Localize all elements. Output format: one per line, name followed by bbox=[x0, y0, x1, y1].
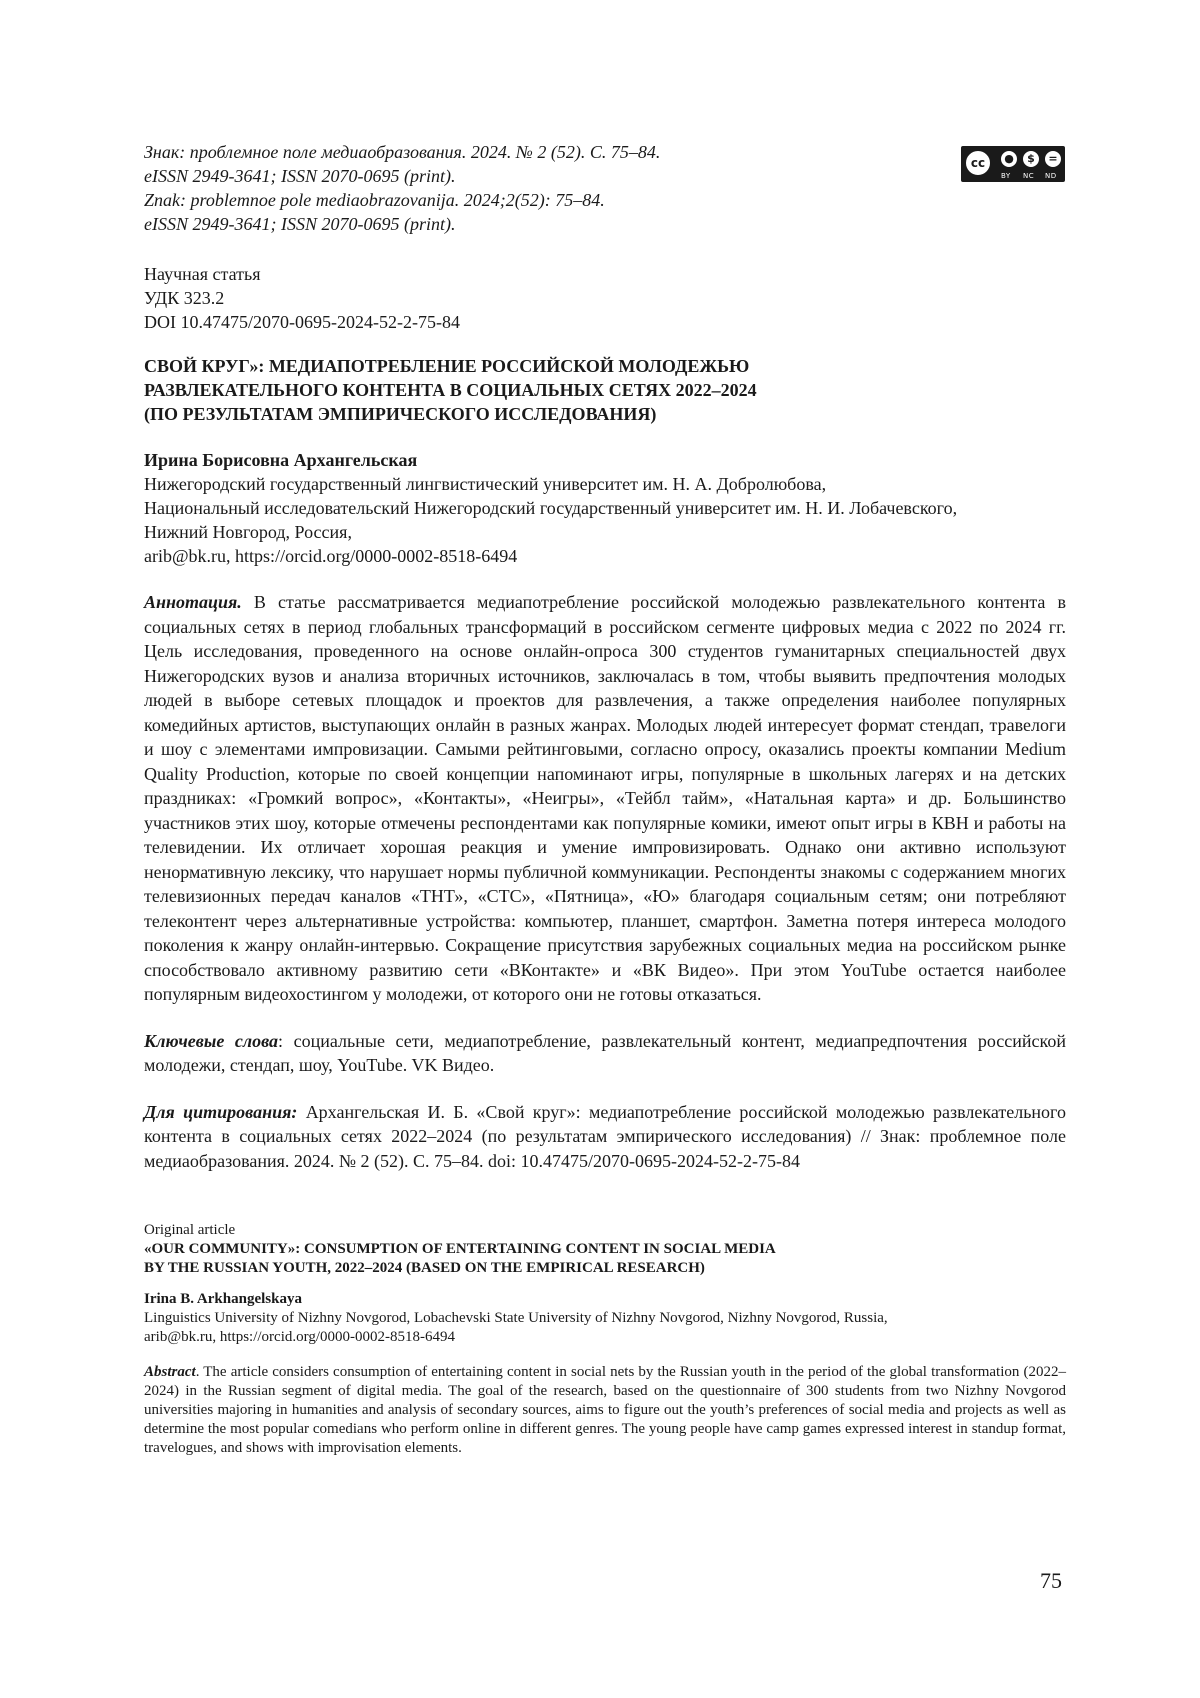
cc-icon: cc bbox=[964, 149, 992, 177]
en-author-name: Irina B. Arkhangelskaya bbox=[144, 1291, 302, 1307]
title-line: (ПО РЕЗУЛЬТАТАМ ЭМПИРИЧЕСКОГО ИССЛЕДОВАНИЯ) bbox=[144, 404, 657, 424]
attribution-icon: ● bbox=[999, 149, 1019, 169]
journal-citation-translit: Znak: problemnoe pole mediaobrazovanija. 2024;2(52): 75–84. bbox=[144, 190, 605, 210]
article-page bbox=[144, 140, 1066, 1458]
abstract-text: В статье рассматривается медиапотребление российской молодежью развлекательного контента в социальных сетях в период глобальных трансформаций в российском сегменте цифровых медиа с 2022 по 2024 гг. Цель исследования, проведенного на основе онлайн-опроса 300 студентов гуманитарных специальностей двух Нижегородских вузов и анализа вторичных источников, заключалась в том, чтобы выявить предпочтения молодых людей в выборе сетевых площадок и проектов для развлечения, а также определения наиболее популярных комедийных артистов, выступающих онлайн в разных жанрах. Молодых людей интересует формат стендап, травелоги и шоу с элементами импровизации. Самыми рейтинговыми, согласно опросу, оказались проекты компании Medium Quality Production, которые по своей концепции напоминают игры, популярные в школьных лагерях и на детских праздниках: «Громкий вопрос», «Контакты», «Неигры», «Тейбл тайм», «Натальная карта» и др. Большинство участников этих шоу, которые отмечены респондентами как популярные комики, имеют опыт игры в КВН и работы на телевидении. Их отличает хорошая реакция и умение импровизировать. Однако они активно используют ненормативную лексику, что нарушает нормы публичной коммуникации. Респонденты знакомы с содержанием многих телевизионных передач каналов «ТНТ», «СТС», «Пятница», «Ю» благодаря социальным сетям; они потребляют телеконтент через альтернативные устройства: компьютер, планшет, смартфон. Заметна потеря интереса молодого поколения к жанру онлайн-интервью. Сокращение присутствия зарубежных социальных медиа на российском рынке способствовало активному развитию сети «ВКонтакте» и «ВК Видео». При этом YouTube остается наиболее популярным видеохостингом у молодежи, от которого они не готовы отказаться. bbox=[144, 592, 1067, 1004]
journal-issn-translit: eISSN 2949-3641; ISSN 2070-0695 (print). bbox=[144, 214, 456, 234]
abstract-ru bbox=[144, 590, 1066, 1007]
udk-code: УДК 323.2 bbox=[144, 288, 225, 308]
en-contact: arib@bk.ru, https://orcid.org/0000-0002-8518-6494 bbox=[144, 1329, 456, 1345]
en-abstract-label: Abstract bbox=[144, 1364, 196, 1380]
license-by-label: BY bbox=[1001, 172, 1011, 180]
title-line: СВОЙ КРУГ»: МЕДИАПОТРЕБЛЕНИЕ РОССИЙСКОЙ МОЛОДЕЖЬЮ bbox=[144, 356, 750, 376]
author-affiliation bbox=[144, 472, 1066, 568]
article-meta bbox=[144, 262, 1066, 334]
citation-text: Архангельская И. Б. «Свой круг»: медиапотребление российской молодежью развлекательного контента в социальных сетях 2022–2024 (по результатам эмпирического исследования) // Знак: проблемное поле медиаобразования. 2024. № 2 (52). С. 75–84. doi: 10.47475/2070-0695-2024-52-2-75-84 bbox=[144, 1101, 1066, 1171]
english-section bbox=[144, 1221, 1066, 1458]
keywords-text: : социальные сети, медиапотребление, развлекательный контент, медиапредпочтения российской молодежи, стендап, шоу, YouTube. VK Видео. bbox=[144, 1030, 1066, 1075]
citation-ru bbox=[144, 1100, 1066, 1174]
affiliation-line: Нижний Новгород, Россия, bbox=[144, 522, 352, 542]
noncommercial-icon: $ bbox=[1021, 149, 1041, 169]
journal-header bbox=[144, 140, 1066, 236]
en-abstract bbox=[144, 1363, 1066, 1458]
title-line: РАЗВЛЕКАТЕЛЬНОГО КОНТЕНТА В СОЦИАЛЬНЫХ СЕТЯХ 2022–2024 bbox=[144, 380, 757, 400]
journal-citation-ru: Знак: проблемное поле медиаобразования. 2024. № 2 (52). С. 75–84. bbox=[144, 142, 661, 162]
noderivatives-icon: = bbox=[1043, 149, 1063, 169]
page-number: 75 bbox=[1040, 1568, 1062, 1593]
en-title-line: «OUR COMMUNITY»: CONSUMPTION OF ENTERTAINING CONTENT IN SOCIAL MEDIA bbox=[144, 1241, 776, 1257]
affiliation-line: Нижегородский государственный лингвистический университет им. Н. А. Добролюбова, bbox=[144, 474, 827, 494]
keywords-ru bbox=[144, 1029, 1066, 1078]
article-title bbox=[144, 354, 1066, 426]
license-nd-label: ND bbox=[1045, 172, 1057, 180]
en-title bbox=[144, 1240, 1066, 1278]
en-affiliation: Linguistics University of Nizhny Novgorod, Lobachevski State University of Nizhny Novgorod, Nizhny Novgorod, Russia, bbox=[144, 1310, 888, 1326]
keywords-label: Ключевые слова bbox=[144, 1030, 279, 1051]
journal-issn-ru: eISSN 2949-3641; ISSN 2070-0695 (print). bbox=[144, 166, 456, 186]
author-name: Ирина Борисовна Архангельская bbox=[144, 450, 418, 470]
license-nc-label: NC bbox=[1023, 172, 1035, 180]
author-contact: arib@bk.ru, https://orcid.org/0000-0002-8518-6494 bbox=[144, 546, 518, 566]
en-abstract-text: . The article considers consumption of entertaining content in social nets by the Russian youth in the period of the global transformation (2022–2024) in the Russian segment of digital media. The goal of the research, based on the questionnaire of 300 students from two Nizhny Novgorod universities majoring in humanities and analysis of secondary sources, aims to figure out the youth’s preferences of social media and projects as well as determine the most popular comedians who perform online in different genres. The young people have camp games expressed interest in standup format, travelogues, and shows with improvisation elements. bbox=[144, 1364, 1066, 1456]
en-article-type: Original article bbox=[144, 1222, 236, 1238]
affiliation-line: Национальный исследовательский Нижегородский государственный университет им. Н. И. Лобачевского, bbox=[144, 498, 958, 518]
citation-label: Для цитирования: bbox=[144, 1101, 298, 1122]
article-type: Научная статья bbox=[144, 264, 261, 284]
en-title-line: BY THE RUSSIAN YOUTH, 2022–2024 (BASED ON THE EMPIRICAL RESEARCH) bbox=[144, 1260, 705, 1276]
doi: DOI 10.47475/2070-0695-2024-52-2-75-84 bbox=[144, 312, 460, 332]
abstract-label: Аннотация. bbox=[144, 592, 242, 612]
